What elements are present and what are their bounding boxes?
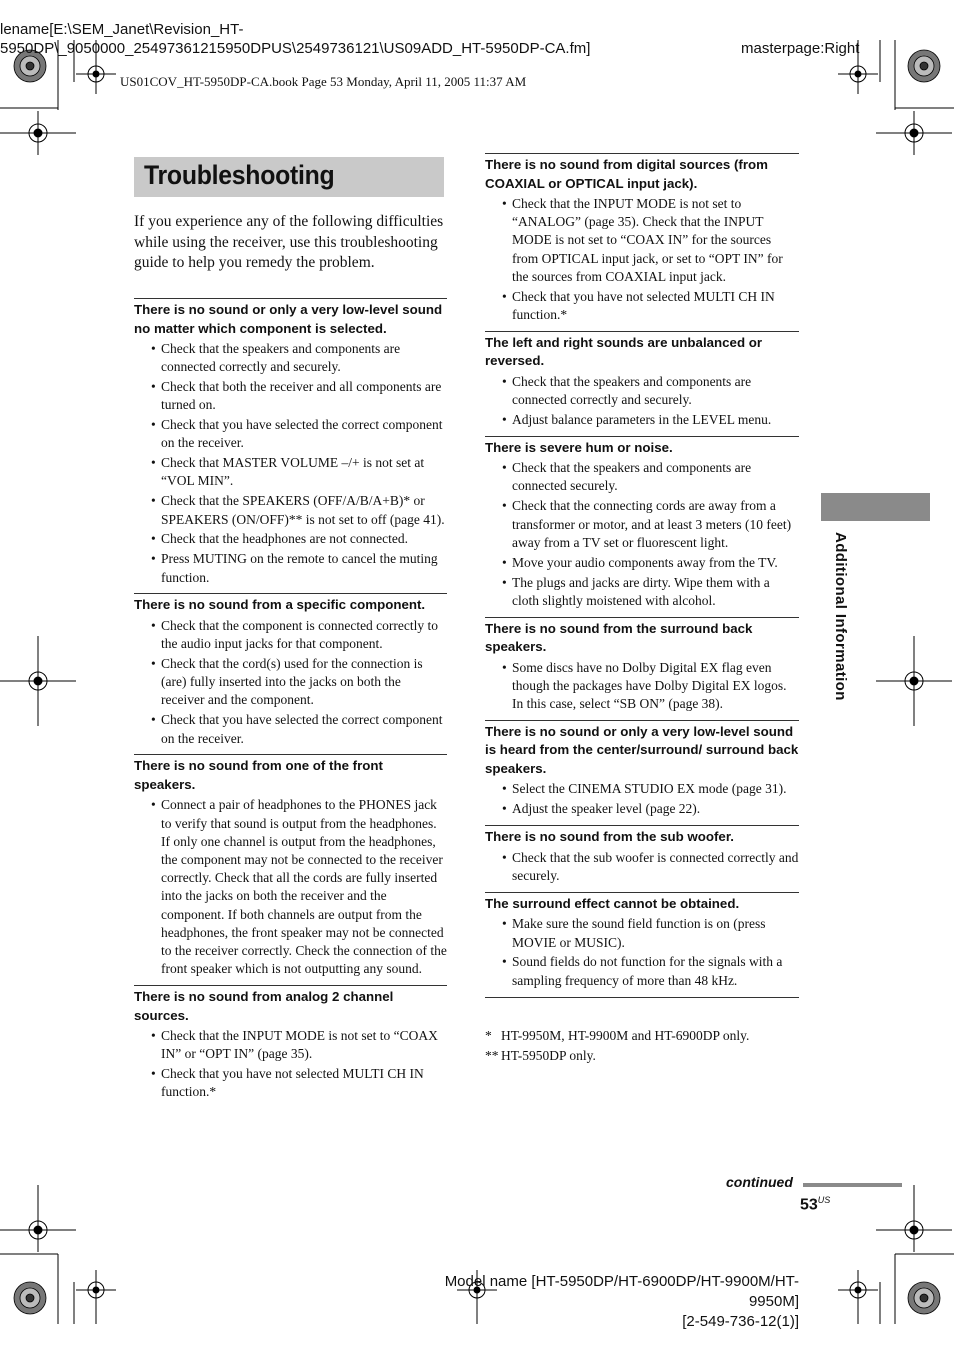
- section: [134, 593, 447, 754]
- list-item: • Check that you have selected the correct component on the receiver.: [134, 416, 447, 452]
- page-title: Troubleshooting: [144, 160, 335, 190]
- model-info: [417, 1272, 799, 1332]
- section: [485, 825, 799, 892]
- section: [134, 298, 447, 593]
- filename-header: lename[E:\SEM_Janet\Revision_HT-5950DP\_9050000_25497361215950DPUS\2549736121\US09ADD_HT-5950DP-CA.fm]: [0, 21, 591, 57]
- list-item: • Check that both the receiver and all components are turned on.: [134, 378, 447, 414]
- page-number: [800, 1195, 830, 1214]
- column-end-rule: [485, 997, 799, 998]
- footnote-text: HT-9950M, HT-9900M and HT-6900DP only.: [501, 1028, 750, 1043]
- list-item: • Make sure the sound field function is on (press MOVIE or MUSIC).: [485, 915, 799, 951]
- section-tab: [821, 493, 930, 521]
- list-item: • Check that the component is connected correctly to the audio input jacks for that component.: [134, 617, 447, 653]
- list-item: • Move your audio components away from the TV.: [485, 554, 799, 572]
- list-item: • Press MUTING on the remote to cancel the muting function.: [134, 550, 447, 586]
- section-heading: The surround effect cannot be obtained.: [485, 895, 740, 911]
- book-info: US01COV_HT-5950DP-CA.book Page 53 Monday, April 11, 2005 11:37 AM: [120, 74, 527, 89]
- bullet-list: [485, 195, 799, 324]
- list-item: • Check that you have not selected MULTI CH IN function.*: [485, 288, 799, 324]
- bullet-list: [485, 780, 799, 818]
- continued-bar: [803, 1183, 902, 1187]
- section-heading: There is no sound from digital sources (from COAXIAL or OPTICAL input jack).: [485, 157, 768, 191]
- list-item: • Check that the INPUT MODE is not set to “COAX IN” or “OPT IN” (page 35).: [134, 1027, 447, 1063]
- list-item: • Check that you have not selected MULTI CH IN function.*: [134, 1065, 447, 1101]
- list-item: • Check that MASTER VOLUME –/+ is not set at “VOL MIN”.: [134, 454, 447, 490]
- bullet-list: [485, 659, 799, 714]
- bullet-list: [134, 796, 447, 978]
- list-item: • Connect a pair of headphones to the PHONES jack to verify that sound is output from the headphones. If only one channel is output from the headphones, the component may not be connected to the receiver correctly. Check that all the cords are fully inserted into the jacks on both the receiver and the component. If both channels are output from the headphones, the front speaker may not be connected to the receiver correctly. Check the connection of the front speaker which is not outputting any sound.: [134, 796, 447, 978]
- footnote: [485, 1046, 805, 1066]
- section-heading: There is no sound from analog 2 channel sources.: [134, 989, 394, 1023]
- section: [485, 153, 799, 331]
- footnote-text: HT-5950DP only.: [501, 1047, 596, 1063]
- footnote: [485, 1026, 805, 1046]
- left-column: [134, 298, 447, 1108]
- masterpage-label: masterpage:Right: [741, 40, 860, 57]
- list-item: • Check that the SPEAKERS (OFF/A/B/A+B)* or SPEAKERS (ON/OFF)** is not set to off (page 41).: [134, 492, 447, 528]
- list-item: • Check that the headphones are not connected.: [134, 530, 447, 548]
- section-heading: There is no sound or only a very low-level sound no matter which component is selected.: [134, 302, 443, 336]
- bullet-list: [134, 340, 447, 587]
- section: [485, 331, 799, 436]
- bullet-list: [485, 915, 799, 990]
- page-number-suffix: US: [817, 1195, 831, 1205]
- right-column: [485, 153, 799, 998]
- model-code-line: [2-549-736-12(1)]: [682, 1313, 799, 1330]
- list-item: • The plugs and jacks are dirty. Wipe them with a cloth slightly moistened with alcohol.: [485, 574, 799, 610]
- list-item: • Check that the speakers and components are connected correctly and securely.: [134, 340, 447, 376]
- bullet-list: [485, 373, 799, 429]
- continued-label: continued: [726, 1174, 793, 1190]
- bullet-list: [134, 1027, 447, 1102]
- side-tab-text: Additional Information: [832, 532, 849, 701]
- section: [485, 892, 799, 997]
- list-item: • Select the CINEMA STUDIO EX mode (page 31).: [485, 780, 799, 798]
- list-item: • Adjust the speaker level (page 22).: [485, 800, 799, 818]
- list-item: • Check that the INPUT MODE is not set to “ANALOG” (page 35). Check that the INPUT MODE is not set to “COAX IN” for the sources from OPTICAL input jack, or set to “OPT IN” for the sources from COAXIAL input jack.: [485, 195, 799, 286]
- list-item: • Check that you have selected the correct component on the receiver.: [134, 711, 447, 747]
- section-heading: The left and right sounds are unbalanced or reversed.: [485, 334, 763, 369]
- list-item: • Some discs have no Dolby Digital EX flag even though the packages have Dolby Digital EX logos. In this case, select “SB ON” (page 38).: [485, 659, 799, 714]
- section-heading: There is severe hum or noise.: [485, 439, 673, 455]
- section: [134, 985, 447, 1108]
- section: [485, 436, 799, 617]
- footnote-mark: *: [485, 1028, 492, 1043]
- section-heading: There is no sound from the sub woofer.: [485, 829, 734, 845]
- list-item: • Check that the speakers and components are connected correctly and securely.: [485, 373, 799, 409]
- section-heading: There is no sound from a specific component.: [134, 597, 426, 613]
- list-item: • Sound fields do not function for the signals with a sampling frequency of more than 48 kHz.: [485, 953, 799, 989]
- section-heading: There is no sound from the surround back speakers.: [485, 620, 753, 655]
- footnotes: [485, 1026, 805, 1065]
- model-name-line: Model name [HT-5950DP/HT-6900DP/HT-9900M/HT-9950M]: [444, 1273, 799, 1310]
- list-item: • Check that the sub woofer is connected correctly and securely.: [485, 849, 799, 885]
- section: [485, 720, 799, 825]
- section: [485, 617, 799, 720]
- intro-paragraph: If you experience any of the following difficulties while using the receiver, use this troubleshooting guide to help you remedy the problem.: [134, 213, 444, 271]
- page-title-box: [134, 157, 444, 197]
- bullet-list: [485, 849, 799, 885]
- list-item: • Adjust balance parameters in the LEVEL menu.: [485, 411, 799, 429]
- list-item: • Check that the cord(s) used for the connection is (are) fully inserted into the jacks on both the receiver and the component.: [134, 655, 447, 710]
- section-heading: There is no sound or only a very low-level sound is heard from the center/surround/ surround back speakers.: [485, 723, 799, 776]
- page-number-value: 53: [800, 1196, 818, 1214]
- footnote-mark: **: [485, 1047, 499, 1063]
- side-tab-label: [831, 532, 851, 732]
- section-heading: There is no sound from one of the front speakers.: [134, 758, 383, 792]
- list-item: • Check that the speakers and components are connected securely.: [485, 459, 799, 495]
- bullet-list: [485, 459, 799, 610]
- section: [134, 754, 447, 985]
- bullet-list: [134, 617, 447, 748]
- list-item: • Check that the connecting cords are away from a transformer or motor, and at least 3 meters (10 feet) away from a TV set or fluorescent light.: [485, 497, 799, 552]
